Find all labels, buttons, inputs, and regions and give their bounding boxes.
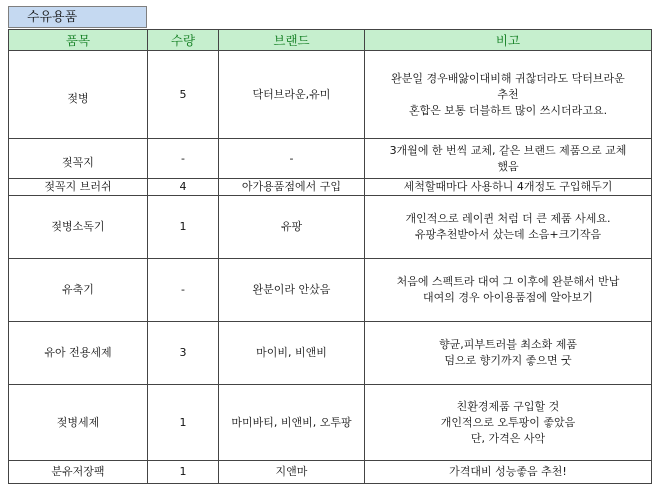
supplies-table	[8, 29, 652, 484]
note-line: 완분일 경우배앓이대비해 귀찮더라도 닥터브라운	[391, 71, 625, 85]
item-cell[interactable]: 유아 전용세제	[9, 322, 148, 385]
brand-cell[interactable]: 마미바티, 비앤비, 오투팡	[219, 385, 365, 461]
header-item[interactable]: 품목	[9, 30, 148, 51]
note-line: 혼합은 보통 더블하트 많이 쓰시더라고요.	[408, 103, 608, 117]
qty-cell[interactable]: 5	[148, 51, 219, 139]
brand-cell[interactable]: 아가용품점에서 구입	[219, 179, 365, 196]
sheet-title[interactable]: 수유용품	[8, 6, 147, 28]
brand-cell[interactable]: 닥터브라운,유미	[219, 51, 365, 139]
table-row	[9, 385, 652, 461]
note-line: 유팡추천받아서 샀는데 소음+크기작음	[414, 228, 602, 241]
header-row	[9, 30, 652, 51]
item-cell[interactable]: 젖병세제	[9, 385, 148, 461]
note-line: 덤으로 향기까지 좋으면 굿	[444, 354, 572, 367]
note-line: 추천	[497, 87, 519, 101]
header-brand[interactable]: 브랜드	[219, 30, 365, 51]
qty-cell[interactable]: 1	[148, 196, 219, 259]
note-line: 가격대비 성능좋음 추천!	[449, 465, 567, 478]
note-line: 세척할때마다 사용하니 4개정도 구입해두기	[403, 180, 613, 193]
table-row	[9, 461, 652, 484]
brand-cell[interactable]: 마이비, 비앤비	[219, 322, 365, 385]
header-note[interactable]: 비고	[365, 30, 652, 51]
note-line: 했음	[497, 159, 519, 173]
note-cell[interactable]	[365, 179, 652, 196]
item-cell[interactable]: 분유저장팩	[9, 461, 148, 484]
note-cell[interactable]	[365, 385, 652, 461]
note-cell[interactable]	[365, 51, 652, 139]
note-line: 3개월에 한 번씩 교체, 같은 브랜드 제품으로 교체	[389, 143, 627, 157]
brand-cell[interactable]: 완분이라 안샀음	[219, 259, 365, 322]
table-row	[9, 196, 652, 259]
item-cell[interactable]: 젖꼭지	[9, 139, 148, 179]
header-qty[interactable]: 수량	[148, 30, 219, 51]
table-row	[9, 259, 652, 322]
note-cell[interactable]	[365, 322, 652, 385]
note-line: 단, 가격은 사악	[470, 431, 546, 445]
note-cell[interactable]	[365, 461, 652, 484]
item-cell[interactable]: 젖병소독기	[9, 196, 148, 259]
brand-cell[interactable]: 지앤마	[219, 461, 365, 484]
qty-cell[interactable]: 4	[148, 179, 219, 196]
qty-cell[interactable]: 1	[148, 385, 219, 461]
brand-cell[interactable]: 유팡	[219, 196, 365, 259]
note-line: 개인적으로 오투팡이 좋았음	[440, 415, 576, 429]
note-cell[interactable]	[365, 259, 652, 322]
note-line: 향균,피부트러블 최소화 제품	[438, 338, 577, 351]
note-cell[interactable]	[365, 139, 652, 179]
brand-cell[interactable]: -	[219, 139, 365, 179]
qty-cell[interactable]: 1	[148, 461, 219, 484]
note-line: 개인적으로 레이퀸 처럼 더 큰 제품 사세요.	[405, 212, 611, 225]
table-row	[9, 179, 652, 196]
qty-cell[interactable]: -	[148, 259, 219, 322]
note-line: 친환경제품 구입할 것	[456, 399, 560, 413]
qty-cell[interactable]: -	[148, 139, 219, 179]
table-row	[9, 139, 652, 179]
note-cell[interactable]	[365, 196, 652, 259]
table-row	[9, 322, 652, 385]
table-row	[9, 51, 652, 139]
note-line: 처음에 스펙트라 대여 그 이후에 완분해서 반납	[396, 275, 620, 288]
qty-cell[interactable]: 3	[148, 322, 219, 385]
item-cell[interactable]: 젖꼭지 브러쉬	[9, 179, 148, 196]
item-cell[interactable]: 유축기	[9, 259, 148, 322]
note-line: 대여의 경우 아이용품점에 알아보기	[423, 291, 593, 304]
item-cell[interactable]: 젖병	[9, 51, 148, 139]
